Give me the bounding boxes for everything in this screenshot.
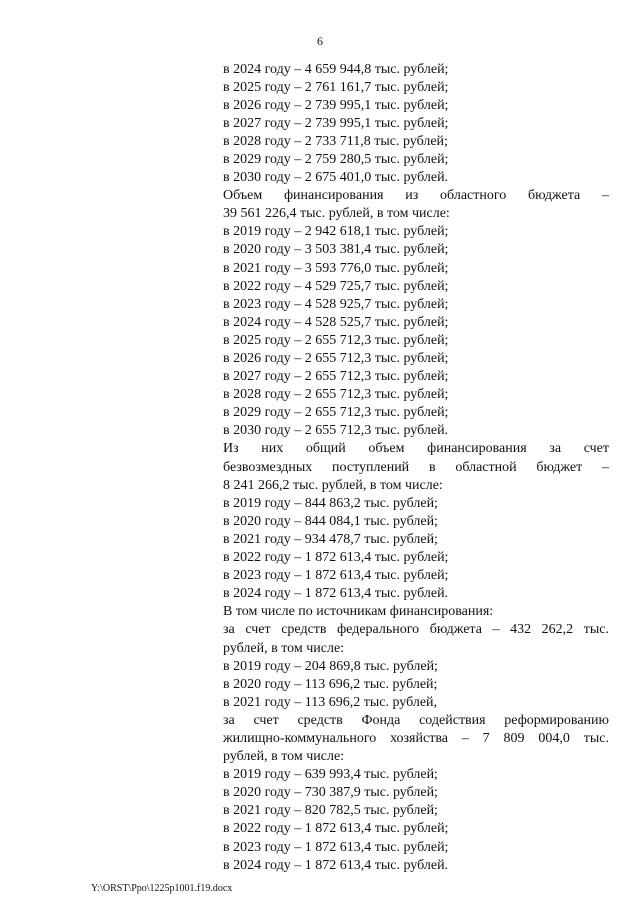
text-line: в 2023 году – 4 528 925,7 тыс. рублей; bbox=[223, 296, 449, 312]
text-line: 8 241 266,2 тыс. рублей, в том числе: bbox=[223, 477, 443, 493]
text-line: Из них общий объем финансирования за счет bbox=[223, 441, 609, 457]
text-line: в 2022 году – 4 529 725,7 тыс. рублей; bbox=[223, 278, 449, 294]
text-line: в 2023 году – 1 872 613,4 тыс. рублей; bbox=[223, 839, 449, 855]
text-line: В том числе по источникам финансирования: bbox=[223, 604, 494, 620]
text-line: жилищно-коммунального хозяйства – 7 809 004,0 тыс. bbox=[223, 730, 609, 746]
text-line: в 2021 году – 113 696,2 тыс. рублей, bbox=[223, 694, 438, 710]
text-line: в 2021 году – 820 782,5 тыс. рублей; bbox=[223, 803, 438, 819]
document-body bbox=[223, 61, 609, 875]
text-line: в 2023 году – 1 872 613,4 тыс. рублей; bbox=[223, 568, 449, 584]
text-line: в 2020 году – 3 503 381,4 тыс. рублей; bbox=[223, 242, 449, 258]
footer-file-path: Y:\ORST\Ppo\1225p1001.f19.docx bbox=[91, 883, 233, 894]
text-line: в 2029 году – 2 759 280,5 тыс. рублей; bbox=[223, 151, 449, 167]
text-line: в 2019 году – 2 942 618,1 тыс. рублей; bbox=[223, 224, 449, 240]
text-line: в 2028 году – 2 733 711,8 тыс. рублей; bbox=[223, 133, 448, 149]
text-line: за счет средств федерального бюджета – 432 262,2 тыс. bbox=[223, 622, 609, 638]
text-line: в 2020 году – 844 084,1 тыс. рублей; bbox=[223, 513, 438, 529]
text-line: в 2024 году – 1 872 613,4 тыс. рублей. bbox=[223, 857, 449, 873]
text-line: в 2024 году – 4 659 944,8 тыс. рублей; bbox=[223, 61, 449, 77]
text-line: 39 561 226,4 тыс. рублей, в том числе: bbox=[223, 206, 450, 222]
text-line: в 2024 году – 4 528 525,7 тыс. рублей; bbox=[223, 314, 449, 330]
text-line: в 2025 году – 2 761 161,7 тыс. рублей; bbox=[223, 79, 449, 95]
text-line: в 2021 году – 3 593 776,0 тыс. рублей; bbox=[223, 260, 449, 276]
text-line: Объем финансирования из областного бюджета – bbox=[223, 188, 609, 204]
text-line: безвозмездных поступлений в областной бюджет – bbox=[223, 459, 609, 475]
text-line: в 2030 году – 2 655 712,3 тыс. рублей. bbox=[223, 423, 449, 439]
text-line: в 2020 году – 113 696,2 тыс. рублей; bbox=[223, 676, 438, 692]
text-line: в 2028 году – 2 655 712,3 тыс. рублей; bbox=[223, 387, 449, 403]
text-line: за счет средств Фонда содействия реформированию bbox=[223, 712, 609, 728]
text-line: рублей, в том числе: bbox=[223, 640, 345, 656]
text-line: в 2025 году – 2 655 712,3 тыс. рублей; bbox=[223, 332, 449, 348]
text-line: в 2026 году – 2 655 712,3 тыс. рублей; bbox=[223, 351, 449, 366]
text-line: в 2030 году – 2 675 401,0 тыс. рублей. bbox=[223, 170, 449, 186]
text-line: в 2020 году – 730 387,9 тыс. рублей; bbox=[223, 785, 438, 801]
text-line: в 2019 году – 844 863,2 тыс. рублей; bbox=[223, 495, 438, 511]
text-line: в 2019 году – 204 869,8 тыс. рублей; bbox=[223, 658, 438, 674]
text-line: в 2026 году – 2 739 995,1 тыс. рублей; bbox=[223, 97, 449, 113]
text-line: в 2027 году – 2 739 995,1 тыс. рублей; bbox=[223, 115, 449, 131]
text-line: в 2019 году – 639 993,4 тыс. рублей; bbox=[223, 767, 438, 783]
text-line: рублей, в том числе: bbox=[223, 749, 345, 765]
text-line: в 2021 году – 934 478,7 тыс. рублей; bbox=[223, 531, 438, 547]
text-line: в 2022 году – 1 872 613,4 тыс. рублей; bbox=[223, 821, 449, 837]
text-line: в 2024 году – 1 872 613,4 тыс. рублей. bbox=[223, 586, 449, 602]
page-number: 6 bbox=[317, 34, 323, 48]
text-line: в 2022 году – 1 872 613,4 тыс. рублей; bbox=[223, 550, 449, 566]
text-line: в 2029 году – 2 655 712,3 тыс. рублей; bbox=[223, 405, 449, 421]
text-line: в 2027 году – 2 655 712,3 тыс. рублей; bbox=[223, 369, 449, 385]
